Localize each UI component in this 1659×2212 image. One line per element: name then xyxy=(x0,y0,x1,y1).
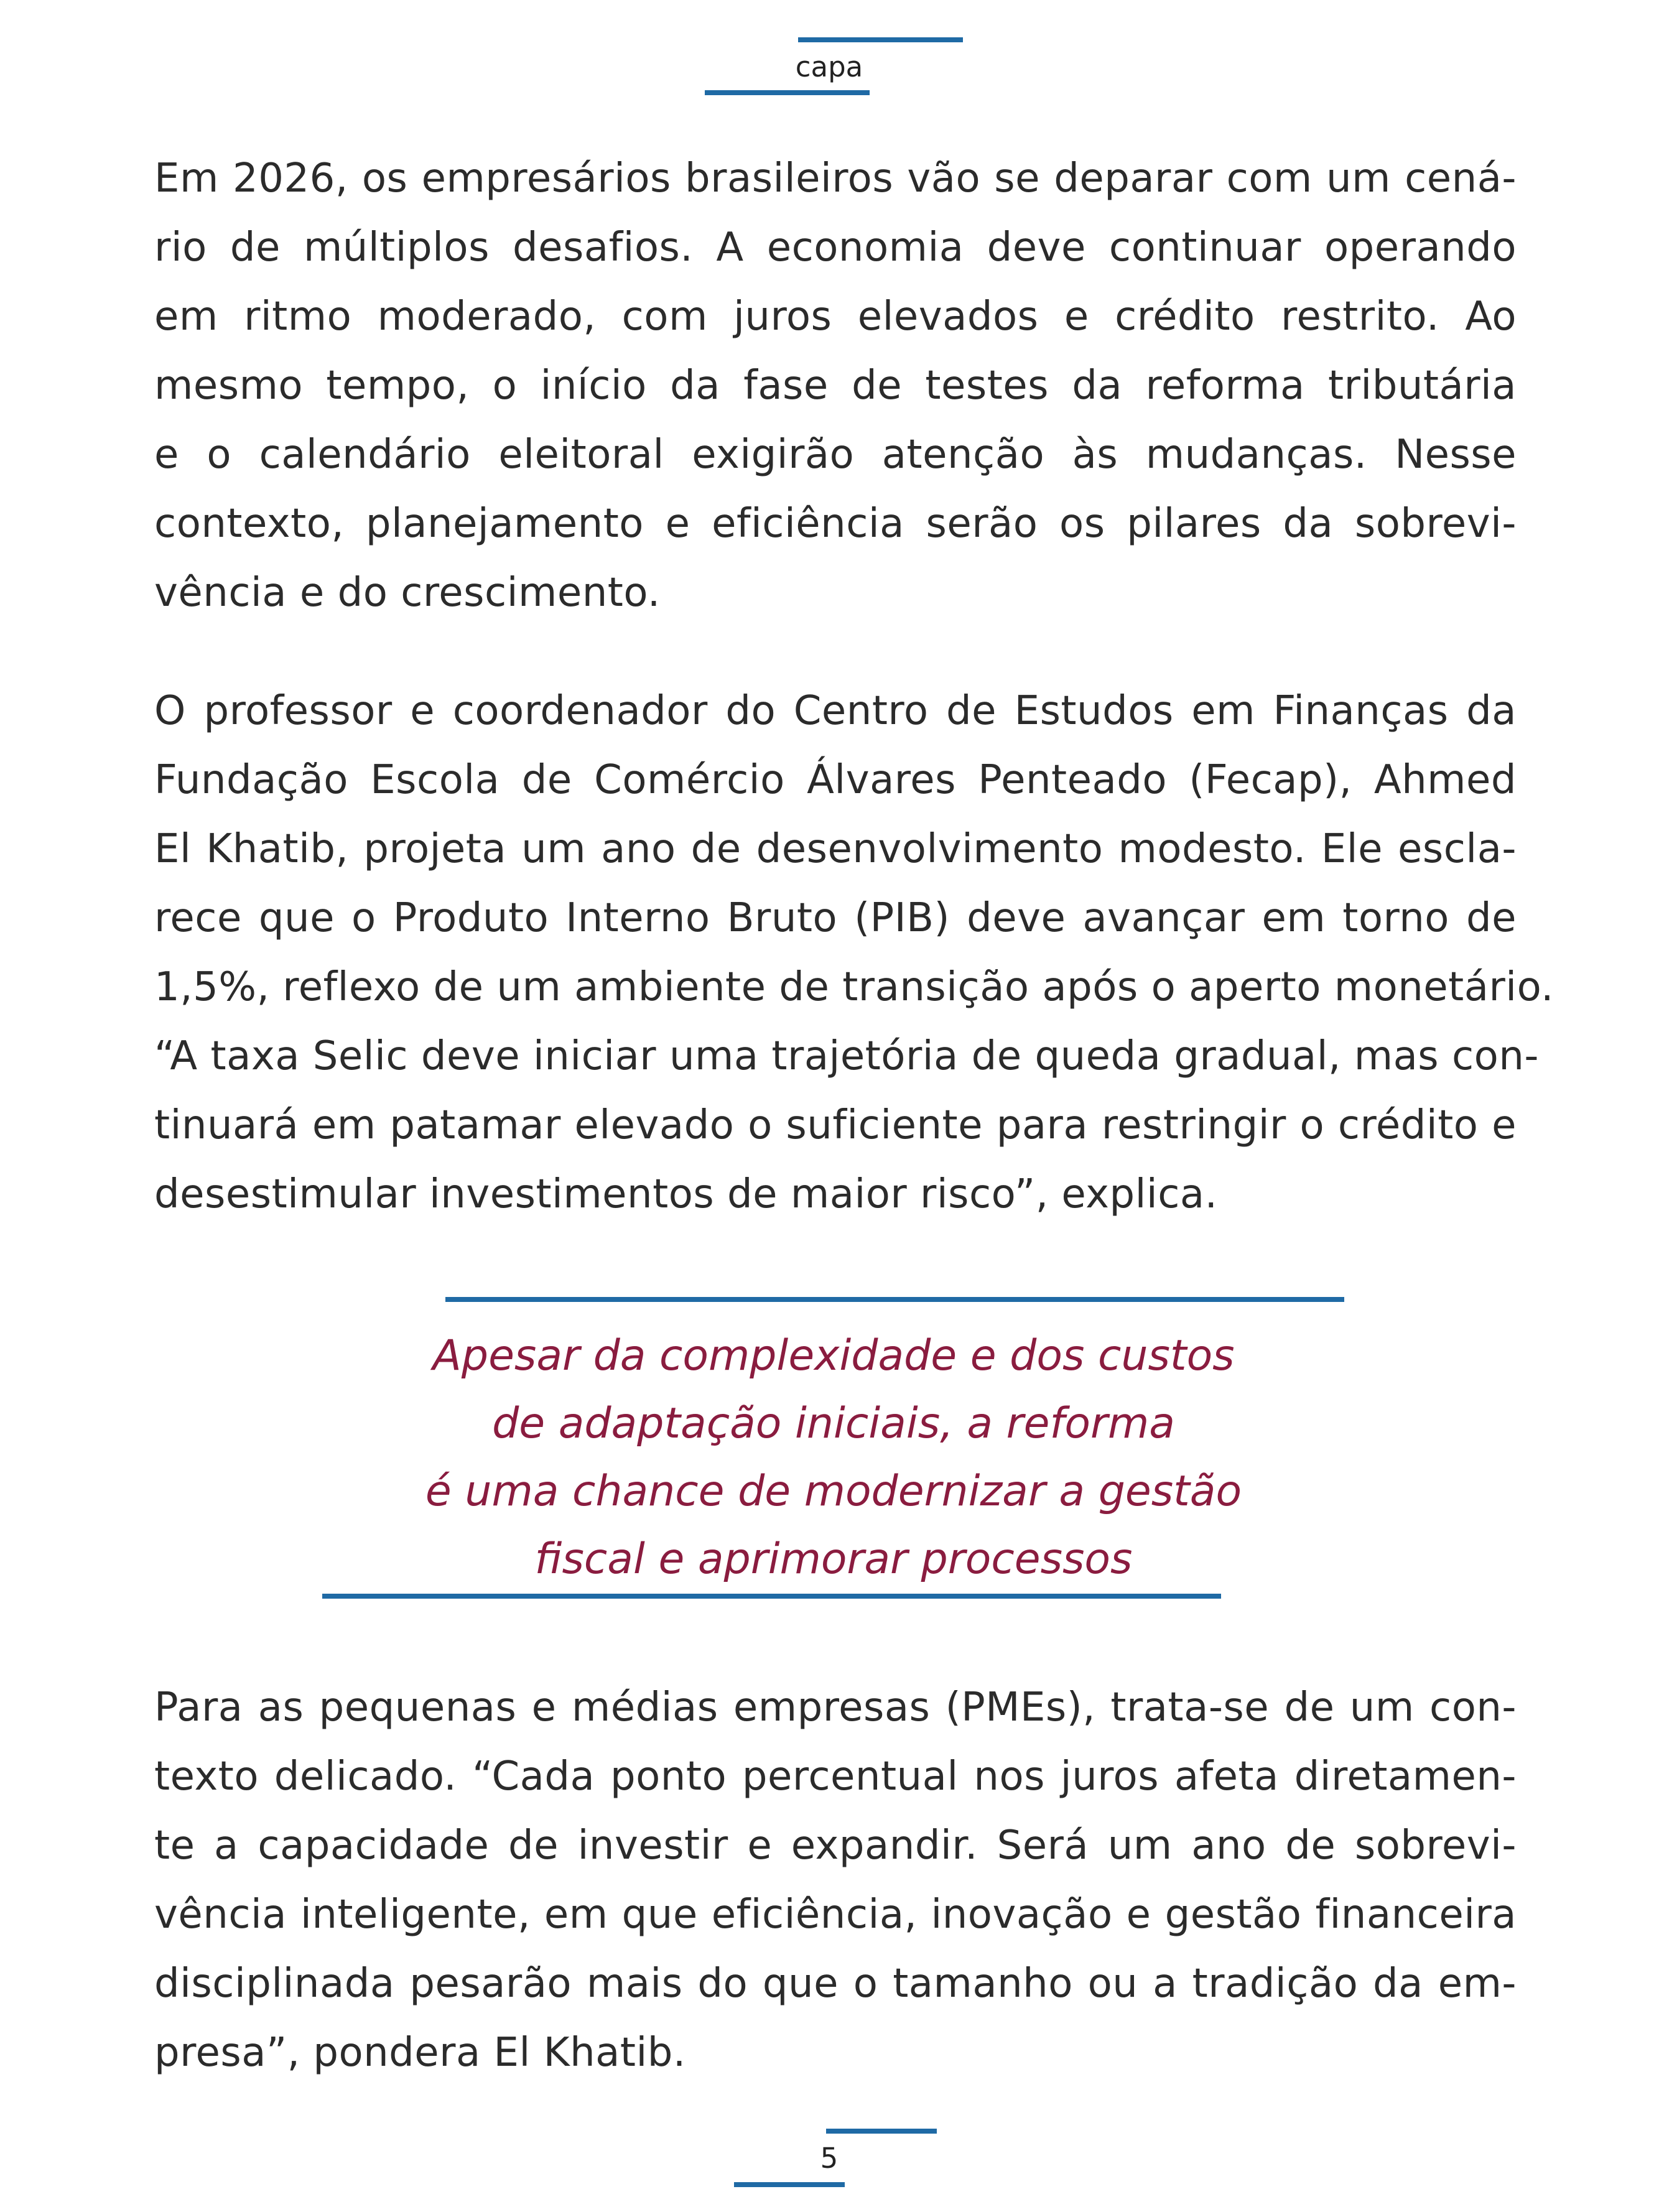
header-rule-bottom xyxy=(705,90,870,95)
paragraph-line: vência inteligente, em que eficiência, inovação e gestão financeira xyxy=(154,1892,1517,1938)
footer-rule-top xyxy=(826,2129,937,2134)
paragraph-line: desestimular investimentos de maior risco”, explica. xyxy=(154,1171,1218,1217)
paragraph-line: rio de múltiplos desafios. A economia deve continuar operando xyxy=(154,225,1517,271)
pullquote-rule-bottom xyxy=(322,1594,1221,1599)
paragraph-intro xyxy=(154,144,1517,628)
page-number: 5 xyxy=(820,2142,839,2175)
paragraph-line: e o calendário eleitoral exigirão atenção às mudanças. Nesse xyxy=(154,432,1517,478)
paragraph-line: disciplinada pesarão mais do que o tamanho ou a tradição da em- xyxy=(154,1961,1517,2007)
pullquote-line: é uma chance de modernizar a gestão xyxy=(425,1467,1242,1516)
paragraph-line: Fundação Escola de Comércio Álvares Penteado (Fecap), Ahmed xyxy=(154,757,1517,803)
paragraph-line: contexto, planejamento e eficiência serão os pilares da sobrevi- xyxy=(154,501,1517,547)
paragraph-line: O professor e coordenador do Centro de Estudos em Finanças da xyxy=(154,688,1517,734)
footer-rule-bottom xyxy=(734,2182,845,2187)
header-rule-top xyxy=(798,37,963,42)
paragraph-line: texto delicado. “Cada ponto percentual nos juros afeta diretamen- xyxy=(154,1754,1517,1800)
pullquote-rule-top xyxy=(445,1297,1344,1302)
paragraph-line: em ritmo moderado, com juros elevados e crédito restrito. Ao xyxy=(154,294,1517,340)
paragraph-line: “A taxa Selic deve iniciar uma trajetória de queda gradual, mas con- xyxy=(154,1033,1539,1079)
paragraph-line: rece que o Produto Interno Bruto (PIB) deve avançar em torno de xyxy=(154,895,1517,941)
paragraph-line: 1,5%, reflexo de um ambiente de transição após o aperto monetário. xyxy=(154,964,1554,1010)
paragraph-line: vência e do crescimento. xyxy=(154,570,661,616)
pullquote xyxy=(373,1322,1294,1593)
paragraph-line: El Khatib, projeta um ano de desenvolvimento modesto. Ele escla- xyxy=(154,826,1517,872)
pullquote-line: Apesar da complexidade e dos custos xyxy=(432,1331,1235,1380)
paragraph-line: tinuará em patamar elevado o suficiente para restringir o crédito e xyxy=(154,1102,1517,1148)
pullquote-line: de adaptação iniciais, a reforma xyxy=(492,1399,1175,1448)
pullquote-line: fiscal e aprimorar processos xyxy=(534,1535,1133,1584)
paragraph-forecast xyxy=(154,677,1554,1229)
paragraph-line: presa”, pondera El Khatib. xyxy=(154,2030,686,2076)
section-label: capa xyxy=(795,50,863,83)
paragraph-line: Para as pequenas e médias empresas (PMEs), trata-se de um con- xyxy=(154,1685,1517,1731)
paragraph-line: te a capacidade de investir e expandir. Será um ano de sobrevi- xyxy=(154,1823,1517,1869)
paragraph-smes xyxy=(154,1673,1517,2088)
paragraph-line: mesmo tempo, o início da fase de testes da reforma tributária xyxy=(154,363,1517,409)
paragraph-line: Em 2026, os empresários brasileiros vão se deparar com um cená- xyxy=(154,156,1517,202)
